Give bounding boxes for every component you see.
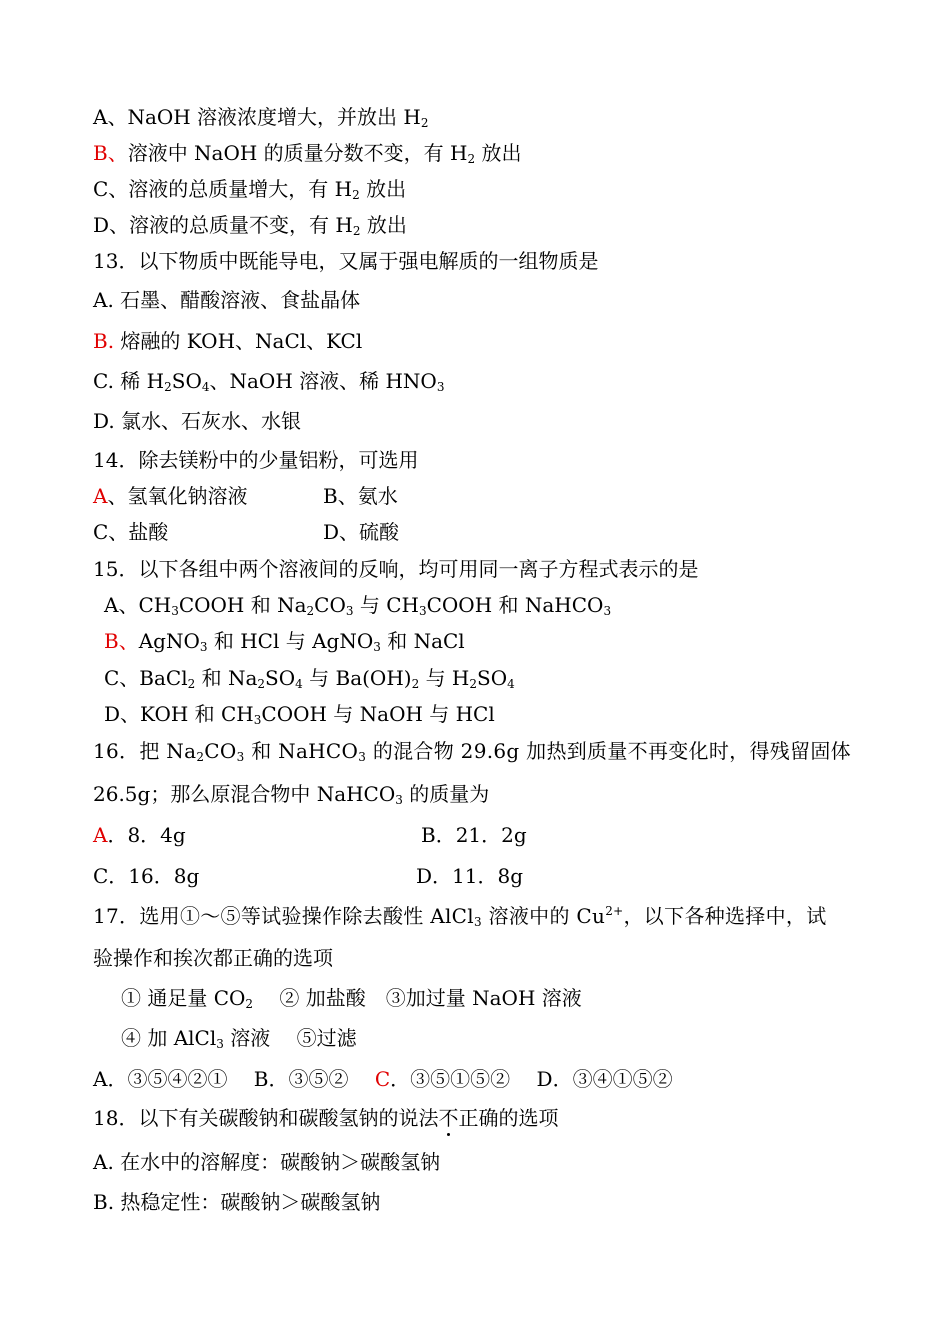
q16-stem-line1: 16．把 $Na_2CO_3$ 和 NaHCO$_3$ 的混合物 29.6g 加热到质量不再变化时，得残留固体 — [93, 739, 851, 764]
q17-operations-2: ④ 加 AlCl$_3$ 溶液 ⑤过滤 — [121, 1026, 357, 1051]
q16-options-ab: A．8．4g B．21．2g — [93, 823, 527, 847]
q12-option-a: A、NaOH 溶液浓度增大，并放出 $H_2$ — [93, 105, 429, 130]
q12-option-d: D、溶液的总质量不变，有 $H_2$ 放出 — [93, 213, 407, 238]
q18-option-a: A. 在水中的溶解度：碳酸钠＞碳酸氢钠 — [93, 1150, 441, 1174]
q18-stem: 18．以下有关碳酸钠和碳酸氢钠的说法不正确的选项 — [93, 1106, 559, 1130]
answer-mark: B. — [93, 329, 115, 353]
q17-operations-1: ① 通足量 $CO_2$ ② 加盐酸 ③加过量 NaOH 溶液 — [121, 986, 582, 1011]
q13-stem: 13．以下物质中既能导电，又属于强电解质的一组物质是 — [93, 249, 599, 273]
q15-stem: 15．以下各组中两个溶液间的反响，均可用同一离子方程式表示的是 — [93, 557, 699, 581]
answer-mark: B、 — [93, 141, 128, 165]
q16-stem-line2: 26.5g；那么原混合物中 NaHCO$_3$ 的质量为 — [93, 782, 490, 807]
q17-options: A．③⑤④②① B．③⑤② C．③⑤①⑤② D．③④①⑤② — [93, 1067, 673, 1091]
q13-option-a: A. 石墨、醋酸溶液、食盐晶体 — [93, 288, 361, 312]
q17-stem-line2: 验操作和挨次都正确的选项 — [93, 946, 333, 970]
q12-option-b: B、溶液中 NaOH 的质量分数不变，有 $H_2$ 放出 — [93, 141, 522, 166]
answer-mark: A — [93, 823, 108, 847]
q15-option-b: B、AgNO$_3$ 和 HCl 与 AgNO$_3$ 和 NaCl — [104, 629, 465, 654]
q15-option-a: A、$CH_3COOH$ 和 $Na_2CO_3$ 与 $CH_3COOH$ 和 NaHCO$_3$ — [104, 593, 612, 618]
q13-option-c: C. 稀 $H_2SO_4$、NaOH 溶液、稀 $HNO_3$ — [93, 369, 445, 394]
q14-options-cd: C、盐酸 D、硫酸 — [93, 520, 400, 544]
answer-mark: B、 — [104, 629, 139, 653]
q14-options-ab: A、氢氧化钠溶液 B、氨水 — [93, 484, 398, 508]
answer-mark: A — [93, 484, 108, 508]
q15-option-d: D、KOH 和 $CH_3COOH$ 与 NaOH 与 HCl — [104, 702, 495, 727]
q17-stem-line1: 17．选用①～⑤等试验操作除去酸性 AlCl$_3$ 溶液中的 $Cu^{2+}$，以下各种选择中，试 — [93, 904, 827, 929]
q13-option-d: D. 氯水、石灰水、水银 — [93, 409, 302, 433]
q14-stem: 14．除去镁粉中的少量铝粉，可选用 — [93, 448, 419, 472]
q13-option-b: B. 熔融的 KOH、NaCl、KCl — [93, 329, 363, 353]
q18-option-b: B. 热稳定性：碳酸钠＞碳酸氢钠 — [93, 1190, 381, 1214]
q15-option-c: C、BaCl$_2$ 和 $Na_2SO_4$ 与 $Ba(OH)_2$ 与 $H_2SO_4$ — [104, 666, 515, 691]
answer-mark: C — [374, 1067, 391, 1091]
q16-options-cd: C．16．8g D．11．8g — [93, 864, 524, 888]
emphasis-dot: 不 — [438, 1106, 459, 1130]
q12-option-c: C、溶液的总质量增大，有 $H_2$ 放出 — [93, 177, 407, 202]
